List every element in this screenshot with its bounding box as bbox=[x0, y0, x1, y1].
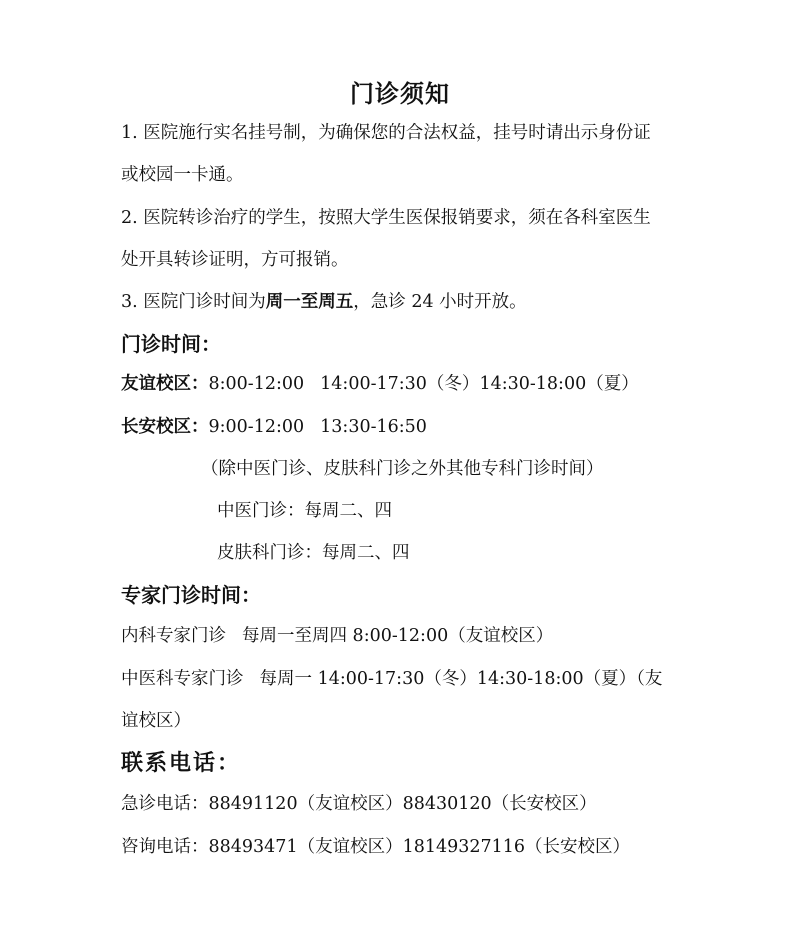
clinic-hours-heading: 门诊时间： bbox=[121, 332, 221, 356]
notice-3-text-before: 医院门诊时间为 bbox=[143, 292, 266, 312]
expert-hours-heading: 专家门诊时间： bbox=[121, 583, 261, 607]
notice-1-continued: 或校园一卡通。 bbox=[121, 165, 244, 185]
tcm-expert-clinic bbox=[121, 667, 662, 691]
changan-campus-label: 长安校区： bbox=[121, 417, 209, 437]
emergency-phone: 急诊电话：88491120（友谊校区）88430120（长安校区） bbox=[121, 794, 597, 814]
internal-expert-clinic bbox=[121, 624, 553, 648]
youyi-pm-winter: 14:00-17:30（冬） bbox=[320, 374, 480, 394]
notice-3 bbox=[121, 290, 527, 314]
tcm-clinic-days: 中医门诊：每周二、四 bbox=[217, 501, 392, 521]
notice-3-text-after: ，急诊 24 小时开放。 bbox=[353, 292, 527, 312]
notice-2-number: 2. bbox=[121, 208, 138, 228]
changan-pm-hours: 13:30-16:50 bbox=[320, 417, 427, 437]
contact-heading: 联系电话： bbox=[121, 750, 242, 776]
clinic-hours-note: （除中医门诊、皮肤科门诊之外其他专科门诊时间） bbox=[201, 459, 604, 479]
youyi-pm-summer: 14:30-18:00（夏） bbox=[479, 374, 639, 394]
changan-am-hours: 9:00-12:00 bbox=[208, 417, 305, 437]
notice-2-continued: 处开具转诊证明，方可报销。 bbox=[121, 250, 349, 270]
youyi-campus-hours bbox=[121, 372, 639, 396]
internal-expert-time: 每周一至周四 8:00-12:00（友谊校区） bbox=[242, 626, 554, 646]
notice-1 bbox=[121, 121, 651, 145]
notice-3-number: 3. bbox=[121, 292, 138, 312]
changan-campus-hours bbox=[121, 415, 427, 439]
consult-phone: 咨询电话：88493471（友谊校区）18149327116（长安校区） bbox=[121, 837, 631, 857]
youyi-am-hours: 8:00-12:00 bbox=[208, 374, 305, 394]
notice-1-text: 医院施行实名挂号制，为确保您的合法权益，挂号时请出示身份证 bbox=[143, 123, 651, 143]
notice-3-text-bold: 周一至周五 bbox=[265, 292, 354, 312]
derm-clinic-days: 皮肤科门诊：每周二、四 bbox=[217, 543, 410, 563]
page-title: 门诊须知 bbox=[350, 79, 450, 108]
tcm-expert-time-continued: 谊校区） bbox=[121, 711, 191, 731]
tcm-expert-name: 中医科专家门诊 bbox=[121, 669, 244, 689]
internal-expert-name: 内科专家门诊 bbox=[121, 626, 226, 646]
notice-2-text: 医院转诊治疗的学生，按照大学生医保报销要求，须在各科室医生 bbox=[143, 208, 651, 228]
tcm-expert-time: 每周一 14:00-17:30（冬）14:30-18:00（夏）（友 bbox=[259, 669, 663, 689]
notice-2 bbox=[121, 206, 651, 230]
youyi-campus-label: 友谊校区： bbox=[121, 374, 209, 394]
notice-1-number: 1. bbox=[121, 123, 138, 143]
